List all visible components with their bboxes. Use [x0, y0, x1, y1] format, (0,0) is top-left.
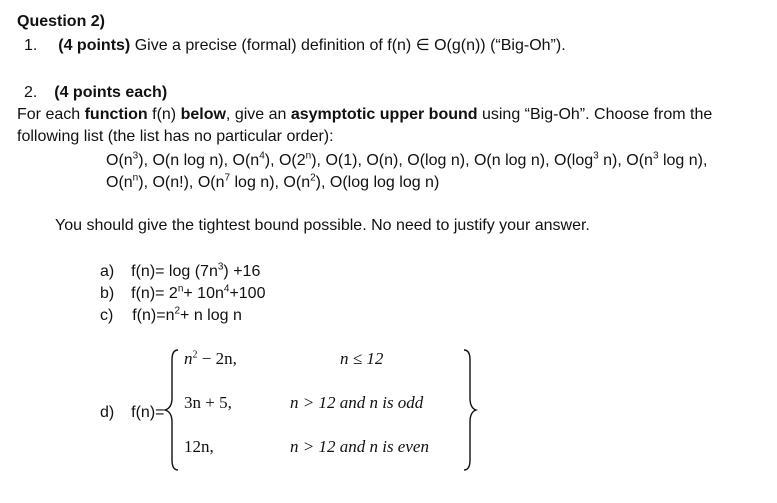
item-label: a): [100, 263, 115, 280]
item-b: b) $f(n)= 2^n+ 10n^4+100$: [100, 283, 266, 302]
part1-text: Give a precise (formal) definition of f(n) ∈ O(g(n)) (“Big-Oh”).: [134, 37, 566, 54]
item-d: d) f(n)=: [100, 404, 165, 421]
option: $O(n^3)$,: [106, 150, 149, 169]
option: O(n!),: [152, 174, 194, 191]
intro-text: f(n): [147, 106, 181, 123]
part2-intro-line1: [17, 105, 712, 125]
piecewise-row3-expr: 12n,: [184, 437, 214, 456]
part2-header: [24, 83, 167, 103]
piecewise-row1-expr: $n^2 - 2n$,: [184, 349, 237, 368]
part2-intro-line2: following list (the list has no particular order):: [17, 128, 334, 145]
options-line2: [106, 173, 439, 193]
piecewise-row1-cond: n ≤ 12: [340, 349, 384, 368]
item-a: a) $f(n)= \log (7n^3) +16$: [100, 261, 261, 280]
item-c: c) $f(n)=n^2+ n$ log n: [100, 305, 242, 324]
option: $O(n^3$ log n),: [626, 150, 708, 169]
intro-text: , give an: [225, 106, 291, 123]
option: $O(\log^3$ n),: [554, 150, 622, 169]
intro-bold-below: below: [180, 106, 226, 123]
intro-text: For each: [17, 106, 85, 123]
option: O(n log n),: [473, 152, 550, 169]
option: O(n log n),: [152, 152, 229, 169]
part1-number: 1.: [24, 37, 38, 54]
option: $O(n^4)$,: [232, 150, 275, 169]
item-label: b): [100, 285, 115, 302]
intro-bold-bound: asymptotic upper bound: [290, 106, 478, 123]
option: O(2$^n$),: [278, 150, 321, 169]
intro-bold-function: function: [84, 106, 148, 123]
item-label: d): [100, 404, 115, 421]
question-title: Question 2): [17, 13, 106, 30]
right-brace-icon: [462, 348, 480, 472]
options-line1: [106, 151, 707, 171]
instruction-text: You should give the tightest bound possible. No need to justify your answer.: [55, 217, 590, 234]
option: O(n),: [366, 152, 403, 169]
intro-text: using “Big-Oh”. Choose from the: [477, 106, 713, 123]
part2-number: 2.: [24, 84, 38, 101]
option: O(log n),: [407, 152, 470, 169]
part1-points: (4 points): [58, 37, 131, 54]
part1-line: [24, 36, 566, 56]
piecewise-row3-cond: n > 12 and n is even: [290, 437, 429, 456]
part2-points: (4 points each): [54, 84, 168, 101]
option: O(log log log n): [329, 174, 440, 191]
left-brace-icon: [160, 348, 182, 472]
item-label: c): [100, 307, 114, 324]
option: $O(n^2)$,: [283, 172, 326, 191]
piecewise-row2-cond: n > 12 and n is odd: [290, 393, 424, 412]
piecewise-row2-expr: 3n + 5,: [184, 393, 232, 412]
option: O(1),: [325, 152, 362, 169]
option: $O(n^n)$,: [106, 172, 149, 191]
option: $O(n^7$ log n),: [197, 172, 279, 191]
